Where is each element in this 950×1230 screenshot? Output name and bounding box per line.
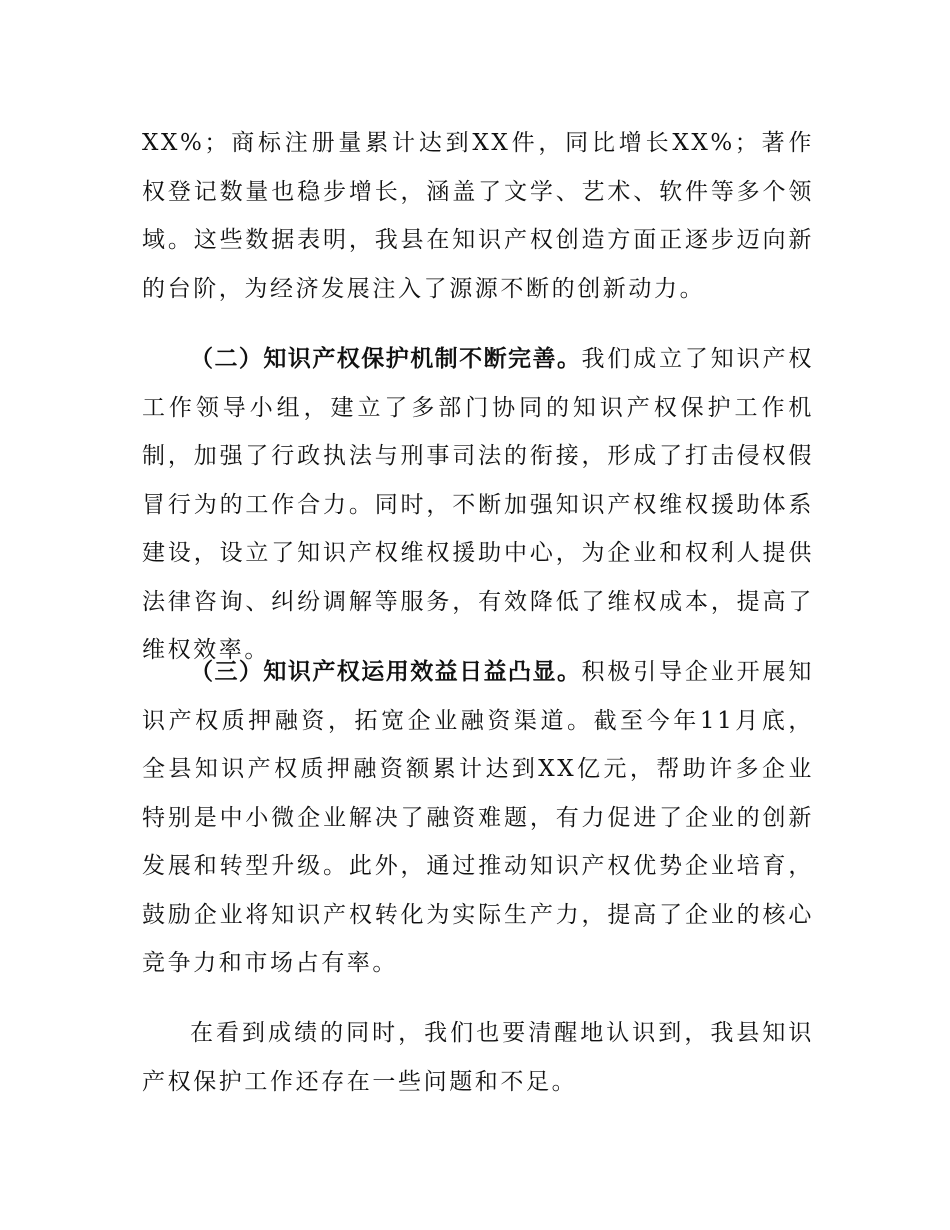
paragraph-body: 我们成立了知识产权工作领导小组，建立了多部门协同的知识产权保护工作机制，加强了行政执法与刑事司法的衔接，形成了打击侵权假冒行为的工作合力。同时，不断加强知识产权维权援助体系建设，设立了知识产权维权援助中心，为企业和权利人提供法律咨询、纠纷调解等服务，有效降低了维权成本，提高了维权效率。 <box>142 346 814 663</box>
paragraph-ip-utilization-benefits <box>142 648 814 988</box>
section-heading-2: （二）知识产权保护机制不断完善。 <box>190 346 582 372</box>
paragraph-text: 在看到成绩的同时，我们也要清醒地认识到，我县知识产权保护工作还存在一些问题和不足。 <box>142 1020 814 1095</box>
paragraph-problems-intro <box>142 1009 814 1106</box>
paragraph-body: 积极引导企业开展知识产权质押融资，拓宽企业融资渠道。截至今年11月底，全县知识产权质押融资额累计达到XX亿元，帮助许多企业特别是中小微企业解决了融资难题，有力促进了企业的创新发展和转型升级。此外，通过推动知识产权优势企业培育，鼓励企业将知识产权转化为实际生产力，提高了企业的核心竞争力和市场占有率。 <box>142 659 814 976</box>
paragraph-ip-protection-mechanism <box>142 335 814 675</box>
section-heading-3: （三）知识产权运用效益日益凸显。 <box>190 659 582 685</box>
paragraph-text: XX%；商标注册量累计达到XX件，同比增长XX%；著作权登记数量也稳步增长，涵盖了文学、艺术、软件等多个领域。这些数据表明，我县在知识产权创造方面正逐步迈向新的台阶，为经济发展注入了源源不断的创新动力。 <box>142 130 814 302</box>
paragraph-ip-creation-stats <box>142 119 814 313</box>
